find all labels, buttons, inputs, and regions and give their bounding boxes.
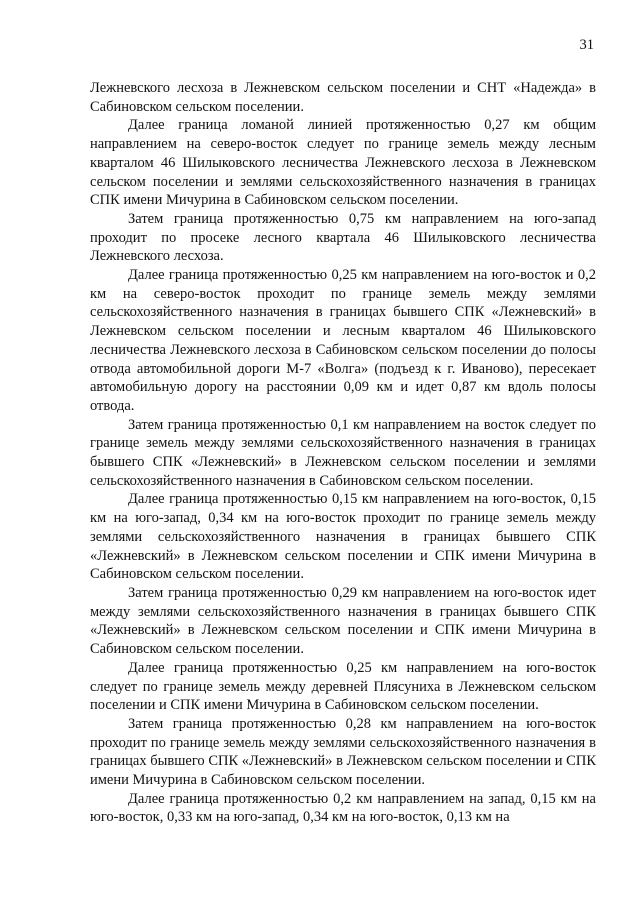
paragraph-1: Лежневского лесхоза в Лежневском сельском поселении и СНТ «Надежда» в Сабиновском сельском поселении.: [90, 80, 596, 115]
document-body: [90, 79, 596, 827]
paragraph-10: Далее граница протяженностью 0,2 км направлением на запад, 0,15 км на юго-восток, 0,33 км на юго-запад, 0,34 км на юго-восток, 0,13 км на: [90, 790, 596, 826]
paragraph-9: Затем граница протяженностью 0,28 км направлением на юго-восток проходит по границе земель между землями сельскохозяйственного назначения в границах бывшего СПК «Лежневский» в Лежневском сельском поселении и СПК имени Мичурина в Сабиновском сельском поселении.: [90, 715, 596, 789]
paragraph-8: Далее граница протяженностью 0,25 км направлением на юго-восток следует по границе земель между деревней Плясуниха в Лежневском сельском поселении и СПК имени Мичурина в Сабиновском сельском поселении.: [90, 659, 596, 714]
paragraph-3: Затем граница протяженностью 0,75 км направлением на юго-запад проходит по просеке лесного квартала 46 Шилыковского лесничества Лежневского лесхоза.: [90, 210, 596, 265]
paragraph-5: Затем граница протяженностью 0,1 км направлением на восток следует по границе земель между землями сельскохозяйственного назначения в границах бывшего СПК «Лежневский» в Лежневском сельском поселении и землями сельскохозяйственного назначения в Сабиновском сельском поселении.: [90, 416, 596, 489]
paragraph-6: Далее граница протяженностью 0,15 км направлением на юго-восток, 0,15 км на юго-запад, 0,34 км на юго-восток проходит по границе земель между землями сельскохозяйственного назначения в границах бывшего СПК «Лежневский» в Лежневском сельском поселении и СПК имени Мичурина в Сабиновском сельском поселении.: [90, 491, 596, 583]
paragraph-4: Далее граница протяженностью 0,25 км направлением на юго-восток и 0,2 км на северо-восток проходит по границе земель между землями сельскохозяйственного назначения в границах бывшего СПК «Лежневский» в Лежневском сельском поселении и лесным кварталом 46 Шилыковского лесничества Лежневского лесхоза в Сабиновском сельском поселении до полосы отвода автомобильной дороги М-7 «Волга» (подъезд к г. Иваново), пересекает автомобильную дорогу на расстоянии 0,09 км и идет 0,87 км вдоль полосы отвода.: [90, 267, 596, 414]
paragraph-7: Затем граница протяженностью 0,29 км направлением на юго-восток идет между землями сельскохозяйственного назначения в границах бывшего СПК «Лежневский» в Лежневском сельском поселении и СПК имени Мичурина в Сабиновском сельском поселении.: [90, 584, 596, 658]
page-number: 31: [579, 37, 594, 53]
paragraph-2: Далее граница ломаной линией протяженностью 0,27 км общим направлением на северо-восток следует по границе земель между лесным кварталом 46 Шилыковского лесничества Лежневского лесхоза в Лежневском сельском поселении и землями сельскохозяйственного назначения в границах СПК имени Мичурина в Сабиновском сельском поселении.: [90, 117, 596, 209]
